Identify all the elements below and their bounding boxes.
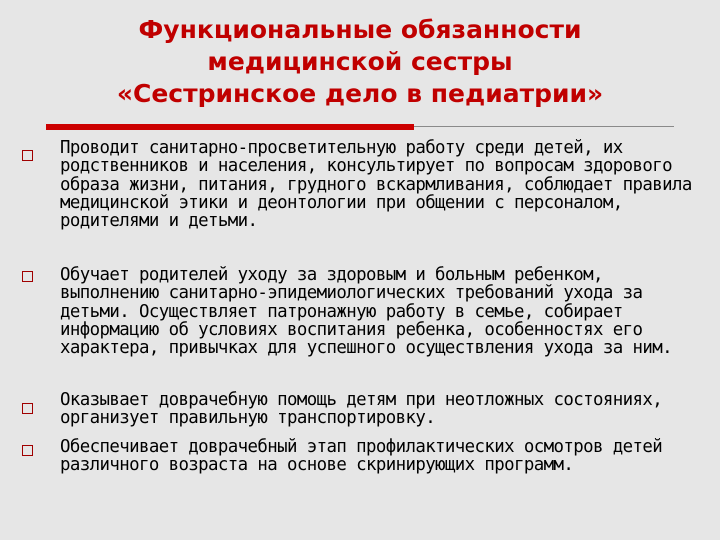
square-bullet-icon (22, 445, 33, 456)
bullet-text: Обучает родителей уходу за здоровым и больным ребенком, выполнению санитарно-эпидемиологических требований ухода за детьми. Осуществляет патронажную работу в семье, собирает информацию об условиях воспитания ребенка, особенностях его характера, привычках для успешного осуществления ухода за ним. (60, 265, 672, 359)
title-line-1: Функциональные обязанности (138, 15, 582, 44)
title-line-2: медицинской сестры (207, 47, 513, 76)
bullet-text: Проводит санитарно-просветительную работу среди детей, их родственников и населения, консультирует по вопросам здорового образа жизни, питания, грудного вскармливания, соблюдает правила медицинской этики и деонтологии при общении с персоналом, родителями и детьми. (60, 138, 692, 232)
square-bullet-icon (22, 150, 33, 161)
bullet-text: Обеспечивает доврачебный этап профилактических осмотров детей различного возраста на основе скринирующих программ. (60, 437, 663, 476)
square-bullet-icon (22, 271, 33, 282)
bullet-text: Оказывает доврачебную помощь детям при неотложных состояниях, организует правильную транспортировку. (60, 390, 663, 429)
square-bullet-icon (22, 403, 33, 414)
title-line-3: «Сестринское дело в педиатрии» (116, 79, 604, 108)
